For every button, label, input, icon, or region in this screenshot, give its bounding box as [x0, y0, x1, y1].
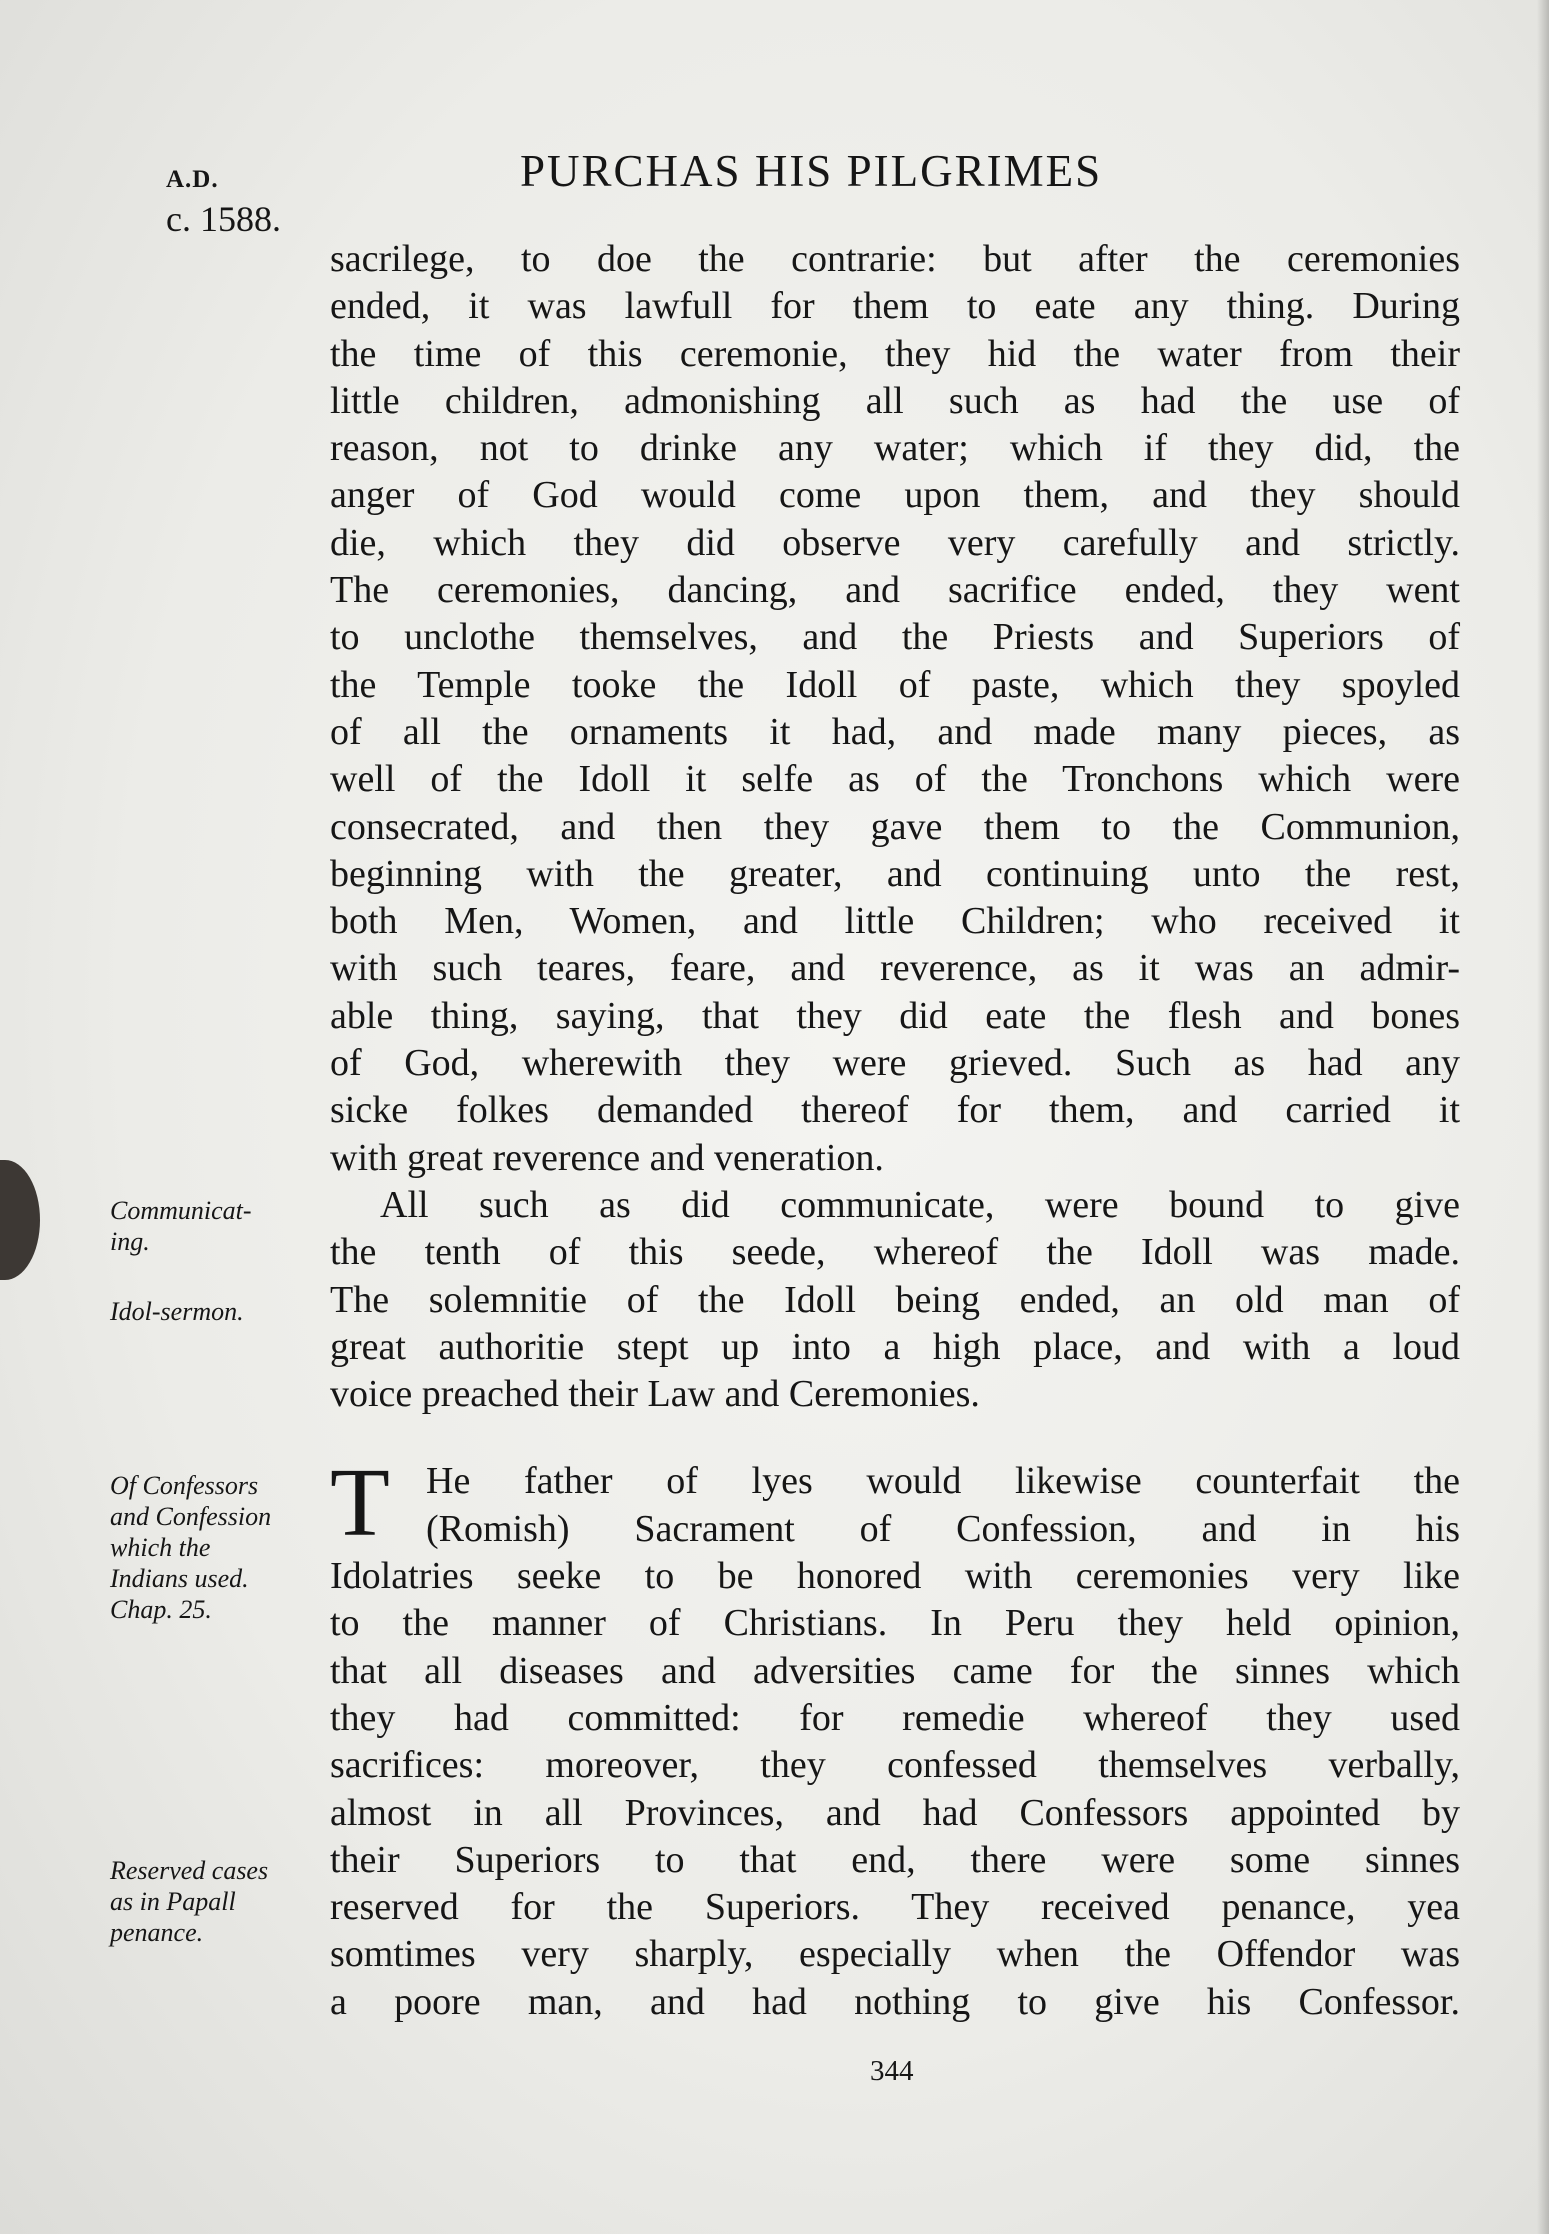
- text-line: reserved for the Superiors. They received penance, yea: [330, 1886, 1460, 1929]
- year-label: c. 1588.: [166, 199, 281, 239]
- text-line: The solemnitie of the Idoll being ended, an old man of: [330, 1278, 1460, 1321]
- margin-note-line: as in Papall: [110, 1887, 236, 1916]
- text-line: reason, not to drinke any water; which if they did, the: [330, 427, 1460, 470]
- text-line: consecrated, and then they gave them to the Communion,: [330, 805, 1460, 848]
- text-line: beginning with the greater, and continuing unto the rest,: [330, 852, 1460, 895]
- text-line: voice preached their Law and Ceremonies.: [330, 1373, 980, 1416]
- text-line: well of the Idoll it selfe as of the Tronchons which were: [330, 758, 1460, 801]
- text-line: to the manner of Christians. In Peru they held opinion,: [330, 1602, 1460, 1645]
- paragraph-communicating: [330, 1182, 1460, 1418]
- text-line: able thing, saying, that they did eate the flesh and bones: [330, 994, 1460, 1037]
- text-line: (Romish) Sacrament of Confession, and in his: [426, 1507, 1460, 1550]
- text-line: All such as did communicate, were bound to give: [380, 1183, 1460, 1226]
- section-gap: [330, 1418, 1460, 1458]
- text-line: The ceremonies, dancing, and sacrifice ended, they went: [330, 569, 1460, 612]
- margin-note-communicating: [110, 1195, 315, 1257]
- text-line: great authoritie stept up into a high place, and with a loud: [330, 1325, 1460, 1368]
- paragraph-sacrilege: [330, 236, 1460, 1182]
- margin-note-line: Indians used.: [110, 1564, 249, 1593]
- text-line: almost in all Provinces, and had Confessors appointed by: [330, 1791, 1460, 1834]
- running-title: PURCHAS HIS PILGRIMES: [520, 146, 1103, 196]
- margin-note-line: Communicat-: [110, 1196, 252, 1225]
- text-line: of God, wherewith they were grieved. Such as had any: [330, 1042, 1460, 1085]
- text-line: ended, it was lawfull for them to eate any thing. During: [330, 285, 1460, 328]
- text-line: little children, admonishing all such as had the use of: [330, 379, 1460, 422]
- text-line: anger of God would come upon them, and they should: [330, 474, 1460, 517]
- margin-note-line: ing.: [110, 1227, 150, 1256]
- binding-shadow: [0, 1160, 40, 1280]
- text-line: the time of this ceremonie, they hid the water from their: [330, 332, 1460, 375]
- text-line: a poore man, and had nothing to give his Confessor.: [330, 1980, 1460, 2023]
- margin-note-line: Idol-sermon.: [110, 1297, 244, 1326]
- text-line: Idolatries seeke to be honored with ceremonies very like: [330, 1555, 1460, 1598]
- text-line: to unclothe themselves, and the Priests and Superiors of: [330, 616, 1460, 659]
- margin-note-line: Reserved cases: [110, 1856, 269, 1885]
- margin-note-line: and Confession: [110, 1502, 272, 1531]
- margin-note-idol-sermon: [110, 1296, 315, 1327]
- text-line: the Temple tooke the Idoll of paste, which they spoyled: [330, 663, 1460, 706]
- text-line: with great reverence and veneration.: [330, 1136, 884, 1179]
- text-line: sicke folkes demanded thereof for them, and carried it: [330, 1089, 1460, 1132]
- text-line: of all the ornaments it had, and made many pieces, as: [330, 710, 1460, 753]
- page-edge-shadow: [1537, 0, 1549, 2234]
- margin-note-line: penance.: [110, 1918, 204, 1947]
- text-line: somtimes very sharply, especially when the Offendor was: [330, 1933, 1460, 1976]
- text-line: they had committed: for remedie whereof they used: [330, 1696, 1460, 1739]
- body-text: [330, 236, 1460, 2026]
- page-number: 344: [870, 2055, 914, 2087]
- text-line: He father of lyes would likewise counterfait the: [426, 1460, 1460, 1503]
- margin-note-reserved-cases: [110, 1855, 315, 1948]
- text-line: sacrifices: moreover, they confessed themselves verbally,: [330, 1744, 1460, 1787]
- text-line: that all diseases and adversities came for the sinnes which: [330, 1649, 1460, 1692]
- text-line: the tenth of this seede, whereof the Idoll was made.: [330, 1231, 1460, 1274]
- margin-note-line: Chap. 25.: [110, 1595, 212, 1624]
- era-label: A.D.: [166, 166, 219, 193]
- text-line: die, which they did observe very carefully and strictly.: [330, 521, 1460, 564]
- margin-note-line: Of Confessors: [110, 1471, 259, 1500]
- drop-cap: T: [330, 1449, 390, 1558]
- text-line: sacrilege, to doe the contrarie: but after the ceremonies: [330, 238, 1460, 280]
- margin-note-chapter-title: [110, 1470, 315, 1625]
- chapter-25-text: [330, 1449, 1460, 2026]
- text-line: both Men, Women, and little Children; who received it: [330, 900, 1460, 943]
- text-line: their Superiors to that end, there were some sinnes: [330, 1838, 1460, 1881]
- text-line: with such teares, feare, and reverence, as it was an admir-: [330, 947, 1460, 990]
- margin-note-line: which the: [110, 1533, 211, 1562]
